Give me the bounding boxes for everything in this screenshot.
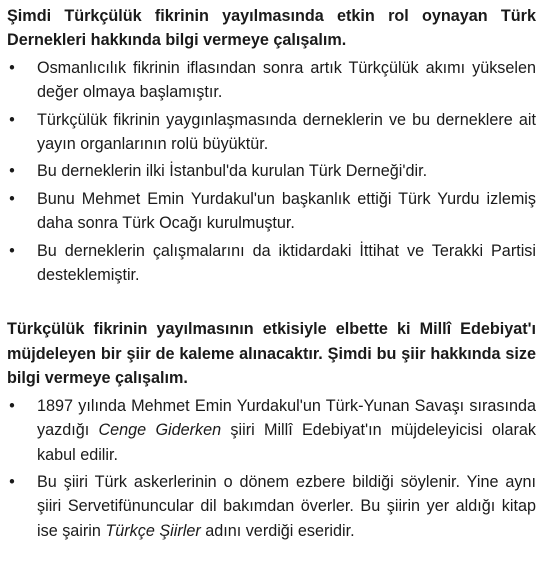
text-run: Bu şiiri Türk askerlerinin o dönem ezbere bildiği söylenir. Yine aynı şiiri Servetifünuncular dil bakımdan överler. Bu şiirin yer aldığı kitap ise şairin bbox=[37, 472, 536, 540]
list-item bbox=[7, 239, 536, 288]
poem-title: Cenge Giderken bbox=[98, 421, 222, 440]
list-item bbox=[7, 56, 536, 105]
bullet-icon: • bbox=[9, 396, 15, 415]
bullet-icon: • bbox=[9, 110, 15, 129]
bullet-icon: • bbox=[9, 162, 15, 181]
bullet-icon: • bbox=[9, 472, 15, 491]
bullet-icon: • bbox=[9, 189, 15, 208]
section-2-bullet-list bbox=[7, 394, 536, 543]
list-item-text: Bu derneklerin ilki İstanbul'da kurulan Türk Derneği'dir. bbox=[37, 162, 428, 181]
list-item-text: Bu derneklerin çalışmalarını da iktidardaki İttihat ve Terakki Partisi desteklemiştir. bbox=[37, 241, 536, 285]
text-run: 1897 yılında Mehmet Emin Yurdakul'un Türk-Yunan Savaşı sırasında yazdığı bbox=[37, 396, 536, 440]
list-item bbox=[7, 159, 536, 183]
list-item bbox=[7, 108, 536, 157]
book-title: Türkçe Şiirler bbox=[105, 521, 201, 540]
list-item-text: Türkçülük fikrinin yaygınlaşmasında derneklerin ve bu derneklere ait yayın organlarının rolü büyüktür. bbox=[37, 110, 536, 154]
list-item-text: Osmanlıcılık fikrinin iflasından sonra artık Türkçülük akımı yükselen değer olmaya başlamıştır. bbox=[37, 58, 536, 102]
section-1-intro: Şimdi Türkçülük fikrinin yayılmasında etkin rol oynayan Türk Dernekleri hakkında bilgi vermeye çalışalım. bbox=[7, 7, 536, 50]
section-2-intro: Türkçülük fikrinin yayılmasının etkisiyle elbette ki Millî Edebiyat'ı müjdeleyen bir şiir de kaleme alınacaktır. Şimdi bu şiir hakkında size bilgi vermeye çalışalım. bbox=[7, 320, 536, 388]
text-run: adını verdiği eseridir. bbox=[200, 521, 355, 540]
list-item-text: Bunu Mehmet Emin Yurdakul'un başkanlık ettiği Türk Yurdu izlemiş daha sonra Türk Ocağı kurulmuştur. bbox=[37, 189, 536, 233]
list-item bbox=[7, 394, 536, 467]
bullet-icon: • bbox=[9, 58, 15, 77]
list-item-text bbox=[37, 473, 536, 540]
list-item bbox=[7, 187, 536, 236]
text-run: şiiri Millî Edebiyat'ın müjdeleyicisi olarak kabul edilir. bbox=[37, 421, 536, 464]
bullet-icon: • bbox=[9, 241, 15, 260]
section-1-bullet-list bbox=[7, 56, 536, 288]
list-item-text bbox=[37, 397, 536, 464]
list-item bbox=[7, 470, 536, 543]
